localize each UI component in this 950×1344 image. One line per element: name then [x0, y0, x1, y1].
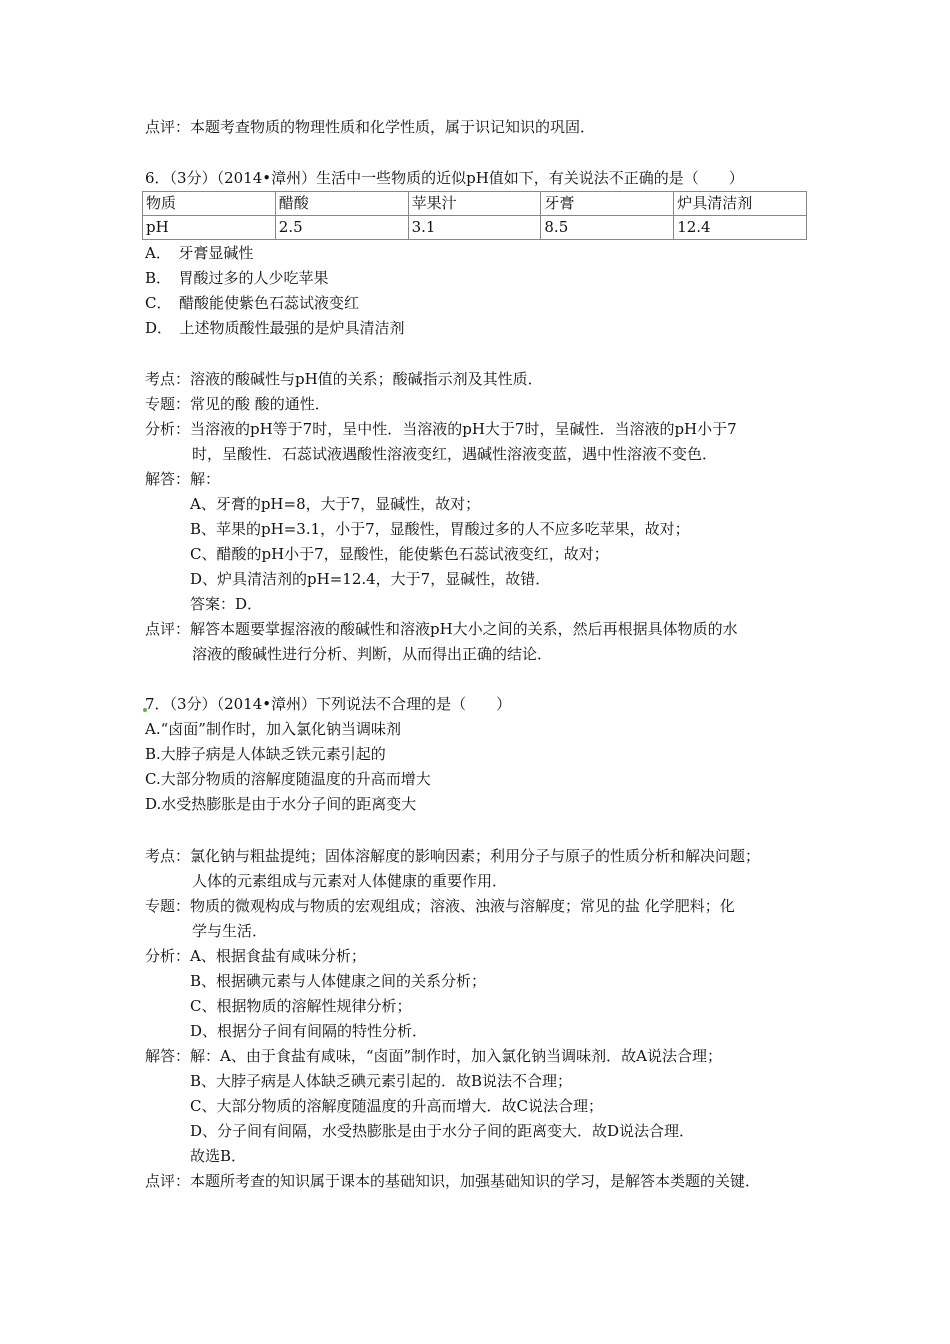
table-cell: 牙膏	[541, 192, 674, 216]
q7-stem: 7．（3分）（2014•漳州）下列说法不合理的是（ ）	[145, 695, 512, 713]
table-cell: 物质	[143, 192, 276, 216]
q6-jieda-a: A、牙膏的pH=8，大于7，显碱性，故对；	[190, 495, 481, 513]
table-cell: 8.5	[541, 216, 674, 240]
q7-option-d: D.水受热膨胀是由于水分子间的距离变大	[145, 795, 417, 813]
q6-jieda-d: D、炉具清洁剂的pH=12.4，大于7，显碱性，故错．	[190, 570, 551, 588]
ph-table	[142, 191, 807, 240]
prev-comment: 点评：本题考查物质的物理性质和化学性质，属于识记知识的巩固．	[145, 118, 596, 136]
q7-jieda-d: D、分子间有间隔，水受热膨胀是由于水分子间的距离变大．故D说法合理．	[190, 1122, 695, 1140]
q6-answer: 答案：D．	[190, 595, 263, 613]
q6-jieda-c: C、醋酸的pH小于7，显酸性，能使紫色石蕊试液变红，故对；	[190, 545, 609, 563]
q6-stem: 6．（3分）（2014•漳州）生活中一些物质的近似pH值如下，有关说法不正确的是（ ）	[145, 169, 744, 187]
q7-jieda-b: B、大脖子病是人体缺乏碘元素引起的．故B说法不合理；	[190, 1072, 573, 1090]
q6-fenxi-line1: 分析：当溶液的pH等于7时，呈中性．当溶液的pH大于7时，呈碱性．当溶液的pH小于7	[145, 420, 737, 438]
q7-option-c: C.大部分物质的溶解度随温度的升高而增大	[145, 770, 431, 788]
table-cell: 2.5	[275, 216, 408, 240]
q6-option-d: D． 上述物质酸性最强的是炉具清洁剂	[145, 319, 405, 337]
q7-jieda-c: C、大部分物质的溶解度随温度的升高而增大．故C说法合理；	[190, 1097, 603, 1115]
q6-zhuanti: 专题：常见的酸 酸的通性．	[145, 395, 330, 413]
q6-dianping-line2: 溶液的酸碱性进行分析、判断，从而得出正确的结论．	[192, 645, 553, 663]
table-cell: 3.1	[408, 216, 541, 240]
q6-jieda-b: B、苹果的pH=3.1，小于7，显酸性，胃酸过多的人不应多吃苹果，故对；	[190, 520, 690, 538]
q6-fenxi-line2: 时，呈酸性．石蕊试液遇酸性溶液变红，遇碱性溶液变蓝，遇中性溶液不变色．	[192, 445, 718, 463]
q7-zhuanti-line2: 学与生活．	[192, 922, 268, 940]
q6-jieda-head: 解答：解：	[145, 470, 221, 488]
table-row	[143, 192, 807, 216]
q7-fenxi-c: C、根据物质的溶解性规律分析；	[190, 997, 412, 1015]
q6-option-a: A． 牙膏显碱性	[145, 244, 254, 262]
q7-kaodian-line2: 人体的元素组成与元素对人体健康的重要作用．	[192, 872, 508, 890]
q7-option-b: B.大脖子病是人体缺乏铁元素引起的	[145, 745, 386, 763]
table-cell: 苹果汁	[408, 192, 541, 216]
table-cell: 炉具清洁剂	[674, 192, 807, 216]
q7-fenxi-b: B、根据碘元素与人体健康之间的关系分析；	[190, 972, 487, 990]
table-row	[143, 216, 807, 240]
q7-dianping: 点评：本题所考查的知识属于课本的基础知识，加强基础知识的学习，是解答本类题的关键．	[145, 1172, 761, 1190]
q7-option-a: A.“卤面”制作时，加入氯化钠当调味剂	[145, 720, 401, 738]
q6-dianping-line1: 点评：解答本题要掌握溶液的酸碱性和溶液pH大小之间的关系，然后再根据具体物质的水	[145, 620, 738, 638]
q7-jieda-head: 解答：解：A、由于食盐有咸味，“卤面”制作时，加入氯化钠当调味剂．故A说法合理；	[145, 1047, 723, 1065]
q7-fenxi-head: 分析：A、根据食盐有咸味分析；	[145, 947, 366, 965]
q7-fenxi-d: D、根据分子间有间隔的特性分析．	[190, 1022, 428, 1040]
q6-option-b: B． 胃酸过多的人少吃苹果	[145, 269, 329, 287]
table-cell: pH	[143, 216, 276, 240]
q6-kaodian: 考点：溶液的酸碱性与pH值的关系；酸碱指示剂及其性质．	[145, 370, 543, 388]
q6-option-c: C． 醋酸能使紫色石蕊试液变红	[145, 294, 359, 312]
table-cell: 醋酸	[275, 192, 408, 216]
table-cell: 12.4	[674, 216, 807, 240]
q7-answer: 故选B．	[190, 1147, 247, 1165]
q7-kaodian-line1: 考点：氯化钠与粗盐提纯；固体溶解度的影响因素；利用分子与原子的性质分析和解决问题；	[145, 847, 761, 865]
q7-zhuanti-line1: 专题：物质的微观构成与物质的宏观组成；溶液、浊液与溶解度；常见的盐 化学肥料；化	[145, 897, 735, 915]
